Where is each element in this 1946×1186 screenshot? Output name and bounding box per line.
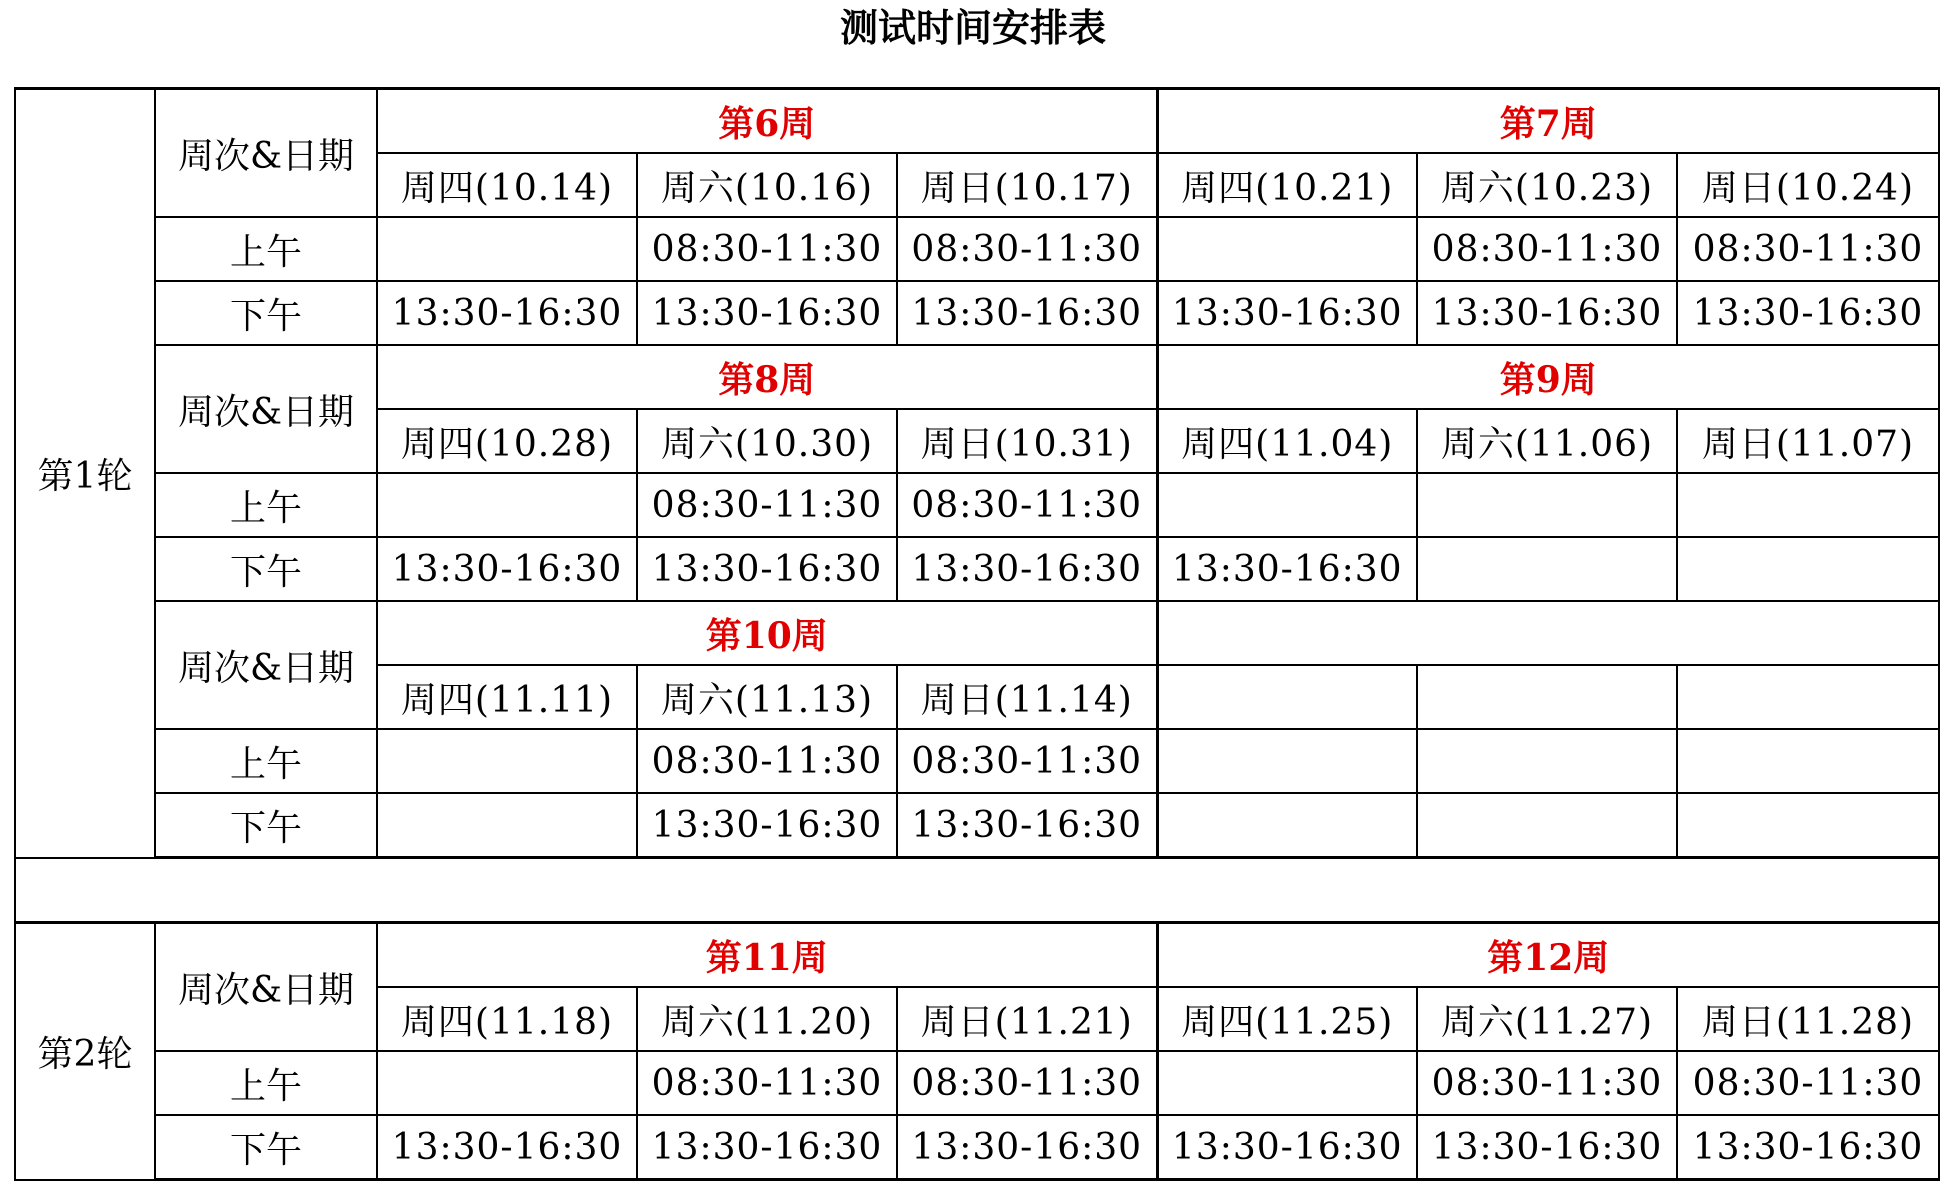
week-date-header: 周次&日期 <box>155 345 377 473</box>
day-header: 周四(11.11) <box>377 665 637 729</box>
day-header: 周日(10.17) <box>897 153 1157 217</box>
day-header: 周六(10.30) <box>637 409 897 473</box>
afternoon-slot: 13:30-16:30 <box>1157 1115 1417 1180</box>
afternoon-slot: 13:30-16:30 <box>377 1115 637 1180</box>
morning-slot: 08:30-11:30 <box>1417 1051 1677 1115</box>
afternoon-slot: 13:30-16:30 <box>1417 1115 1677 1180</box>
day-header: 周四(10.21) <box>1157 153 1417 217</box>
morning-slot <box>1157 1051 1417 1115</box>
afternoon-label: 下午 <box>155 281 377 345</box>
afternoon-slot: 13:30-16:30 <box>377 537 637 601</box>
week-date-header: 周次&日期 <box>155 89 377 218</box>
day-header: 周四(11.25) <box>1157 987 1417 1051</box>
day-header: 周日(11.28) <box>1677 987 1939 1051</box>
day-header: 周四(10.28) <box>377 409 637 473</box>
morning-label: 上午 <box>155 473 377 537</box>
schedule-table <box>14 87 1940 1181</box>
afternoon-slot <box>1677 537 1939 601</box>
week-date-header: 周次&日期 <box>155 923 377 1052</box>
afternoon-slot: 13:30-16:30 <box>1157 281 1417 345</box>
afternoon-slot: 13:30-16:30 <box>897 1115 1157 1180</box>
morning-slot: 08:30-11:30 <box>637 729 897 793</box>
day-header <box>1157 665 1417 729</box>
morning-slot <box>1417 473 1677 537</box>
day-header: 周日(11.14) <box>897 665 1157 729</box>
afternoon-slot: 13:30-16:30 <box>637 537 897 601</box>
day-header <box>1417 665 1677 729</box>
morning-slot <box>1157 729 1417 793</box>
day-header: 周六(11.27) <box>1417 987 1677 1051</box>
morning-slot <box>377 217 637 281</box>
morning-slot: 08:30-11:30 <box>637 1051 897 1115</box>
week-label: 第6周 <box>377 89 1157 154</box>
week-label: 第11周 <box>377 923 1157 988</box>
afternoon-slot: 13:30-16:30 <box>1677 281 1939 345</box>
page-title: 测试时间安排表 <box>839 6 1106 50</box>
afternoon-slot <box>1417 793 1677 858</box>
afternoon-slot <box>1157 793 1417 858</box>
morning-slot <box>1157 217 1417 281</box>
morning-slot: 08:30-11:30 <box>897 473 1157 537</box>
afternoon-slot: 13:30-16:30 <box>637 281 897 345</box>
afternoon-slot <box>1677 793 1939 858</box>
morning-label: 上午 <box>155 1051 377 1115</box>
morning-slot <box>377 473 637 537</box>
week-label: 第12周 <box>1157 923 1939 988</box>
day-header: 周日(10.24) <box>1677 153 1939 217</box>
week-label: 第7周 <box>1157 89 1939 154</box>
round-separator <box>15 858 1939 923</box>
morning-slot: 08:30-11:30 <box>1417 217 1677 281</box>
morning-label: 上午 <box>155 217 377 281</box>
day-header: 周六(10.16) <box>637 153 897 217</box>
morning-slot <box>1417 729 1677 793</box>
afternoon-label: 下午 <box>155 537 377 601</box>
afternoon-slot <box>1417 537 1677 601</box>
day-header: 周四(10.14) <box>377 153 637 217</box>
day-header: 周日(11.21) <box>897 987 1157 1051</box>
day-header <box>1677 665 1939 729</box>
day-header: 周四(11.18) <box>377 987 637 1051</box>
morning-slot <box>377 729 637 793</box>
afternoon-slot <box>377 793 637 858</box>
afternoon-slot: 13:30-16:30 <box>377 281 637 345</box>
week-label: 第10周 <box>377 601 1157 665</box>
afternoon-label: 下午 <box>155 1115 377 1180</box>
afternoon-slot: 13:30-16:30 <box>897 537 1157 601</box>
morning-slot: 08:30-11:30 <box>897 217 1157 281</box>
week-label: 第8周 <box>377 345 1157 409</box>
morning-slot: 08:30-11:30 <box>897 729 1157 793</box>
day-header: 周六(11.13) <box>637 665 897 729</box>
day-header: 周日(10.31) <box>897 409 1157 473</box>
afternoon-slot: 13:30-16:30 <box>637 1115 897 1180</box>
day-header: 周四(11.04) <box>1157 409 1417 473</box>
round-label: 第2轮 <box>15 923 155 1180</box>
afternoon-slot: 13:30-16:30 <box>1677 1115 1939 1180</box>
morning-slot: 08:30-11:30 <box>1677 217 1939 281</box>
morning-slot <box>1677 473 1939 537</box>
afternoon-label: 下午 <box>155 793 377 858</box>
morning-slot <box>1157 473 1417 537</box>
afternoon-slot: 13:30-16:30 <box>897 281 1157 345</box>
morning-slot: 08:30-11:30 <box>637 217 897 281</box>
afternoon-slot: 13:30-16:30 <box>1417 281 1677 345</box>
morning-slot: 08:30-11:30 <box>1677 1051 1939 1115</box>
afternoon-slot: 13:30-16:30 <box>637 793 897 858</box>
week-label: 第9周 <box>1157 345 1939 409</box>
morning-label: 上午 <box>155 729 377 793</box>
afternoon-slot: 13:30-16:30 <box>1157 537 1417 601</box>
day-header: 周六(11.20) <box>637 987 897 1051</box>
day-header: 周六(11.06) <box>1417 409 1677 473</box>
round-label: 第1轮 <box>15 89 155 858</box>
day-header: 周日(11.07) <box>1677 409 1939 473</box>
week-date-header: 周次&日期 <box>155 601 377 729</box>
morning-slot <box>1677 729 1939 793</box>
week-label <box>1157 601 1939 665</box>
afternoon-slot: 13:30-16:30 <box>897 793 1157 858</box>
morning-slot: 08:30-11:30 <box>897 1051 1157 1115</box>
day-header: 周六(10.23) <box>1417 153 1677 217</box>
morning-slot: 08:30-11:30 <box>637 473 897 537</box>
morning-slot <box>377 1051 637 1115</box>
